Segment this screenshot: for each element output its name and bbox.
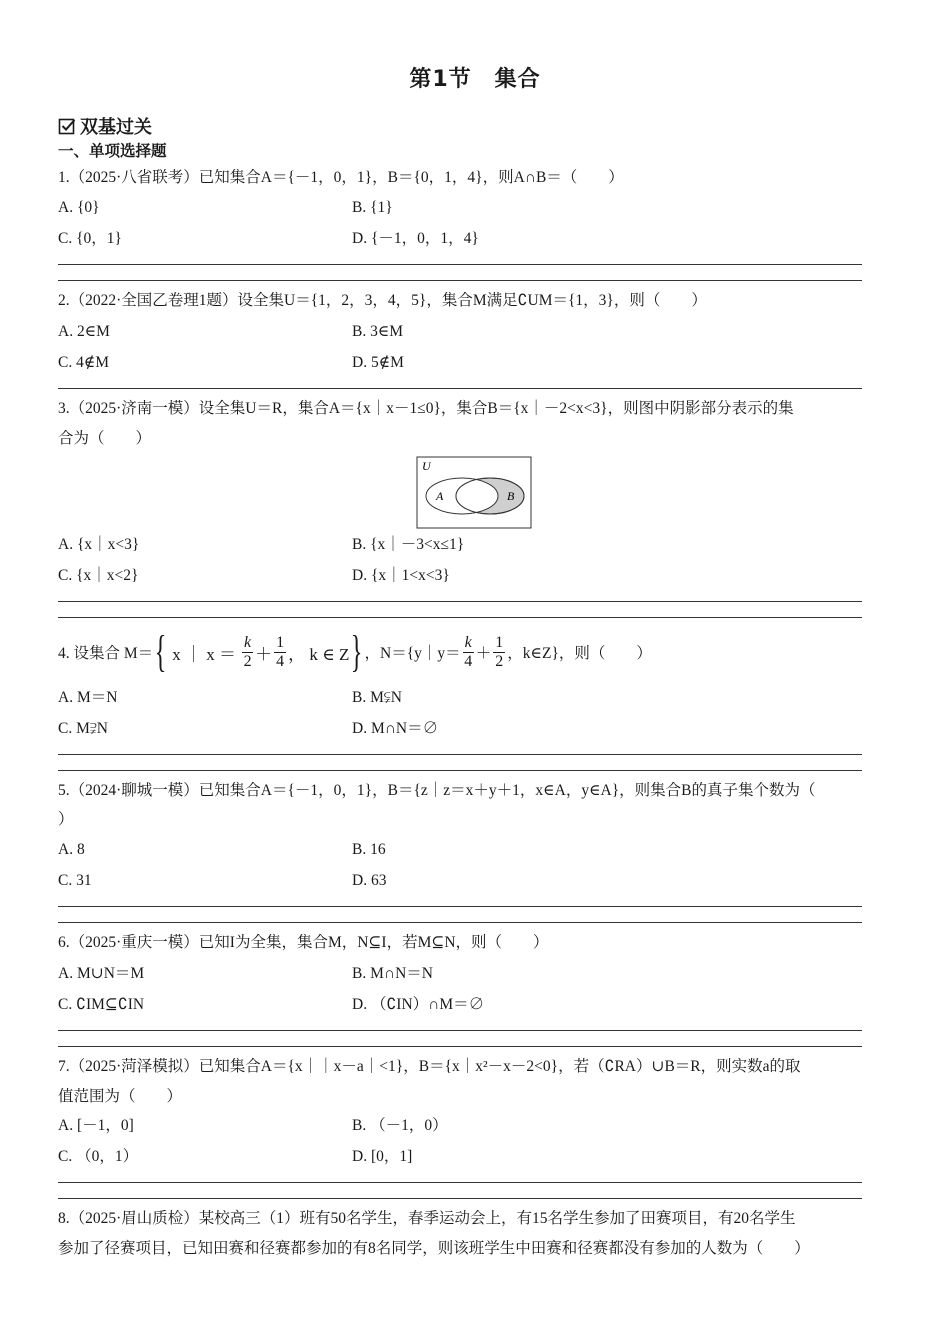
answer-line [58,906,862,907]
q4-option-a: A. M＝N [58,689,118,706]
q7-option-a: A. [－1，0] [58,1117,134,1134]
q4-lead: 4. 设集合 M＝ [58,645,154,662]
fraction-1-over-2: $\frac{1}{2}$ [495,633,504,670]
section-heading [58,113,152,139]
fraction-1-over-4: $\frac{1}{4}$ [276,633,285,670]
q3-option-d: D. {x｜1<x<3} [352,567,450,584]
right-brace: } [351,627,363,676]
answer-line [58,601,862,602]
q6-option-c: C. ∁IM⊆∁IN [58,996,145,1013]
left-brace: { [154,627,167,676]
q4-option-c: C. M⫌N [58,720,108,737]
answer-line [58,617,862,618]
q1-option-a: A. {0} [58,199,100,216]
q7-option-b: B. （－1，0） [352,1117,448,1134]
q5-option-c: C. 31 [58,872,92,889]
answer-line [58,1182,862,1183]
question-6-stem: 6.（2025·重庆一模）已知I为全集，集合M，N⊆I，若M⊆N，则（ ） [58,934,549,951]
answer-line [58,1046,862,1047]
q1-option-d: D. {－1，0，1，4} [352,230,479,247]
q6-option-d: D. （∁IN）∩M＝∅ [352,996,485,1013]
q3-option-c: C. {x｜x<2} [58,567,139,584]
q4-option-d: D. M∩N＝∅ [352,720,439,737]
q4-set-n-tail: ，k∈Z}，则（ ） [507,645,652,662]
q5-option-b: B. 16 [352,841,386,858]
fraction-k-over-2: $\frac{k}{2}$ [243,633,252,670]
q2-option-b: B. 3∈M [352,323,404,340]
q6-option-b: B. M∩N＝N [352,965,433,982]
venn-label-u: U [422,459,431,473]
q7-option-c: C. （0，1） [58,1148,139,1165]
plus-sign: ＋ [475,645,492,662]
question-3-stem: 3.（2025·济南一模）设全集U＝R，集合A＝{x｜x－1≤0}，集合B＝{x｜－2<x<3}，则图中阴影部分表示的集 [58,400,794,417]
question-3-stem-cont: 合为（ ） [58,430,152,447]
question-8-stem: 8.（2025·眉山质检）某校高三（1）班有50名学生，春季运动会上，有15名学生参加了田赛项目，有20名学生 [58,1210,796,1227]
question-2-stem: 2.（2022·全国乙卷理1题）设全集U＝{1，2，3，4，5}，集合M满足∁UM＝{1，3}，则（ ） [58,292,707,309]
q1-option-c: C. {0，1} [58,230,122,247]
q2-option-c: C. 4∉M [58,354,110,371]
question-7-stem: 7.（2025·菏泽模拟）已知集合A＝{x｜｜x－a｜<1}，B＝{x｜x²－x－2<0}，若（∁RA）∪B＝R，则实数a的取 [58,1058,801,1075]
answer-line [58,388,862,389]
answer-line [58,922,862,923]
question-5-stem-cont: ） [58,811,74,828]
section-title: 双基过关 [80,117,152,138]
q3-option-b: B. {x｜－3<x≤1} [352,536,465,553]
venn-label-a: A [436,489,444,503]
subsection-title: 一、单项选择题 [58,142,167,160]
fraction-k-over-4: $\frac{k}{4}$ [464,633,473,670]
question-1-stem: 1.（2025·八省联考）已知集合A＝{－1，0，1}，B＝{0，1，4}，则A∩B＝（ ） [58,169,624,186]
q6-option-a: A. M∪N＝M [58,965,145,982]
q5-option-d: D. 63 [352,872,387,889]
q7-option-d: D. [0，1] [352,1148,413,1165]
venn-label-b: B [507,489,515,503]
answer-line [58,754,862,755]
plus-sign: ＋ [255,644,273,664]
answer-line [58,1198,862,1199]
answer-line [58,770,862,771]
page-title: 第1节 集合 [409,67,541,92]
question-7-stem-cont: 值范围为（ ） [58,1088,183,1105]
question-8-stem-cont: 参加了径赛项目，已知田赛和径赛都参加的有8名同学，则该班学生中田赛和径赛都没有参加的人数为（ ） [58,1240,810,1257]
question-4-stem [58,628,652,676]
q4-option-b: B. M⫋N [352,689,402,706]
q4-set-m-var: x ｜ x ＝ [172,644,237,664]
answer-line [58,264,862,265]
q4-set-m-tail: ， k ∈ Z [288,644,350,664]
q5-option-a: A. 8 [58,841,85,858]
answer-line [58,280,862,281]
q2-option-a: A. 2∈M [58,323,110,340]
checkbox-checked-icon [58,117,76,135]
answer-line [58,1030,862,1031]
question-5-stem: 5.（2024·聊城一模）已知集合A＝{－1，0，1}，B＝{z｜z＝x＋y＋1，x∈A，y∈A}，则集合B的真子集个数为（ [58,782,816,799]
q4-set-n-lead: ，N＝{y｜y＝ [364,645,461,662]
q1-option-b: B. {1} [352,199,393,216]
q2-option-d: D. 5∉M [352,354,404,371]
q3-option-a: A. {x｜x<3} [58,536,140,553]
venn-diagram [416,456,534,530]
